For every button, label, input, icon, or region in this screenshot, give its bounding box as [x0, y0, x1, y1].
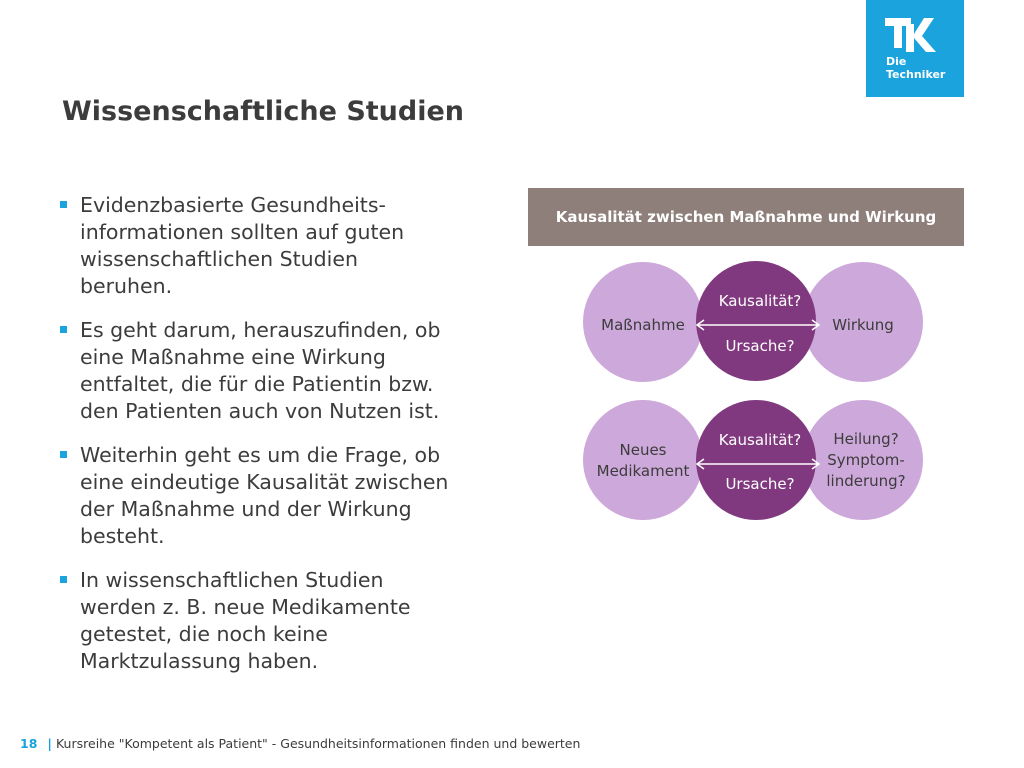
bullet-line: Es geht darum, herauszufinden, ob — [80, 318, 441, 342]
bullet-item — [60, 192, 500, 300]
label-line: Symptom- — [827, 451, 905, 469]
bullet-list — [60, 192, 500, 692]
bullet-line: Evidenzbasierte Gesundheits- — [80, 193, 386, 217]
bullet-square-icon — [60, 576, 67, 583]
bullet-line: den Patienten auch von Nutzen ist. — [80, 399, 440, 423]
bullet-square-icon — [60, 451, 67, 458]
bullet-line: werden z. B. neue Medikamente — [80, 595, 411, 619]
bullet-line: getestet, die noch keine — [80, 622, 328, 646]
logo-text-line2: Techniker — [886, 68, 946, 81]
bullet-item — [60, 567, 500, 675]
label-ursache-row1: Ursache? — [725, 337, 795, 355]
label-kausalitaet-row2: Kausalität? — [718, 431, 802, 449]
bullet-line: beruhen. — [80, 274, 173, 298]
label-line: Heilung? — [833, 430, 899, 448]
label-line: Wirkung — [832, 316, 894, 334]
label-ursache-row2: Ursache? — [725, 475, 795, 493]
tk-logo-mark — [866, 0, 964, 97]
footer-separator: | — [47, 736, 52, 751]
bullet-item — [60, 317, 500, 425]
double-arrow-icon — [694, 457, 822, 471]
bullet-line: eine Maßnahme eine Wirkung — [80, 345, 386, 369]
label-neues-medikament — [583, 440, 703, 482]
diagram-header: Kausalität zwischen Maßnahme und Wirkung — [528, 188, 964, 246]
label-kausalitaet-row1: Kausalität? — [718, 292, 802, 310]
bullet-line: Marktzulassung haben. — [80, 649, 319, 673]
bullet-text — [80, 317, 500, 425]
bullet-line: entfaltet, die für die Patientin bzw. — [80, 372, 434, 396]
logo-text-line1: Die — [886, 55, 907, 68]
double-arrow-icon — [694, 318, 822, 332]
bullet-square-icon — [60, 326, 67, 333]
bullet-line: In wissenschaftlichen Studien — [80, 568, 384, 592]
bullet-item — [60, 442, 500, 550]
footer — [20, 736, 580, 751]
bullet-text — [80, 192, 500, 300]
footer-text: Kursreihe "Kompetent als Patient" - Gesundheitsinformationen finden und bewerten — [55, 736, 581, 751]
bullet-line: informationen sollten auf guten — [80, 220, 405, 244]
bullet-line: besteht. — [80, 524, 165, 548]
bullet-line: wissenschaftlichen Studien — [80, 247, 358, 271]
bullet-square-icon — [60, 201, 67, 208]
bullet-text — [80, 567, 500, 675]
bullet-line: der Maßnahme und der Wirkung — [80, 497, 412, 521]
bullet-line: eine eindeutige Kausalität zwischen — [80, 470, 449, 494]
label-line: Medikament — [596, 462, 690, 480]
label-line: Neues — [619, 441, 667, 459]
page-title: Wissenschaftliche Studien — [62, 96, 465, 127]
bullet-text — [80, 442, 500, 550]
bullet-line: Weiterhin geht es um die Frage, ob — [80, 443, 441, 467]
label-massnahme — [583, 315, 703, 336]
label-line: linderung? — [826, 472, 906, 490]
label-line: Maßnahme — [601, 316, 685, 334]
tk-logo — [866, 0, 964, 97]
label-heilung — [806, 429, 926, 492]
page-number: 18 — [20, 736, 38, 751]
